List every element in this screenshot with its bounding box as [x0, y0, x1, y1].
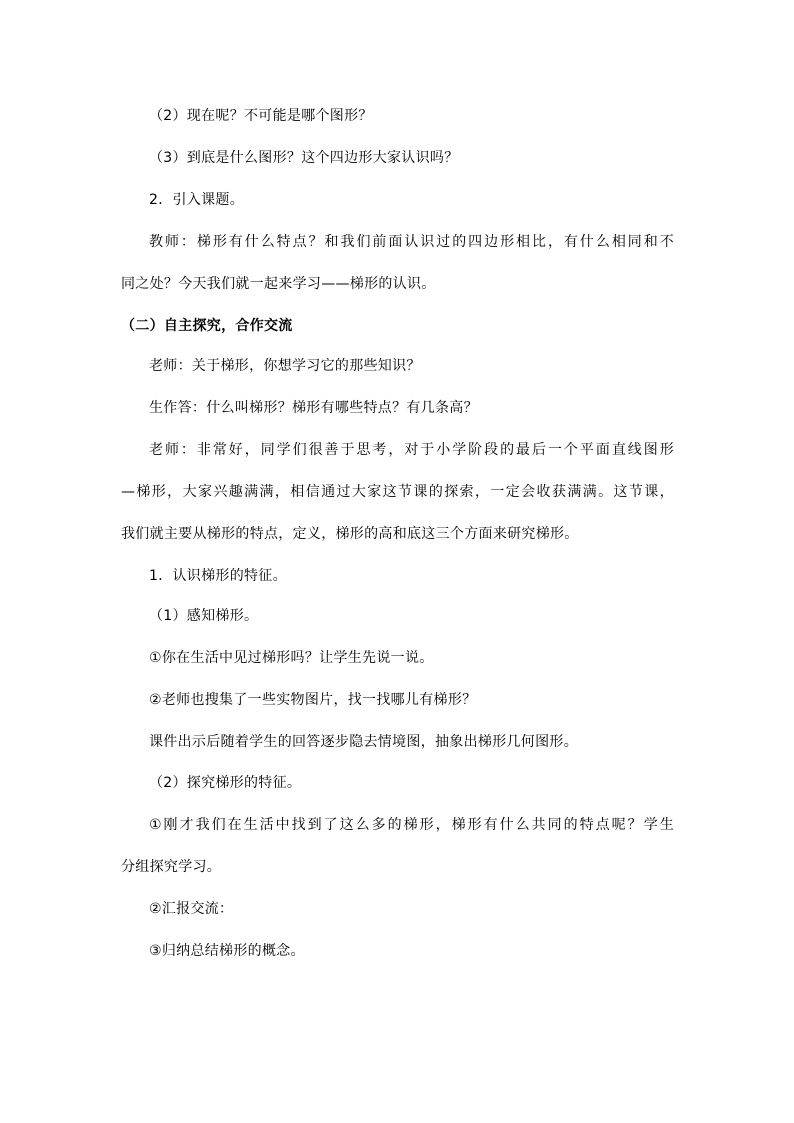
teacher-response-line-2: —梯形，大家兴趣满满，相信通过大家这节课的探索，一定会收获满满。这节课，	[121, 484, 674, 500]
courseware-line: 课件出示后随着学生的回答逐步隐去情境图，抽象出梯形几何图形。	[149, 734, 578, 750]
teacher-question-line: 老师：关于梯形，你想学习它的那些知识？	[149, 358, 421, 374]
step-2-heading: 2．引入课题。	[149, 192, 245, 208]
step-1-heading: 1．认识梯形的特征。	[149, 568, 287, 584]
teacher-intro-line-2: 同之处？今天我们就一起来学习——梯形的认识。	[121, 276, 436, 292]
sub-step-1-heading: （1）感知梯形。	[149, 608, 259, 624]
section-heading-2: （二）自主探究，合作交流	[121, 318, 293, 334]
item-2-line: ②老师也搜集了一些实物图片，找一找哪儿有梯形？	[149, 692, 477, 708]
teacher-intro-line-1: 教师：梯形有什么特点？和我们前面认识过的四边形相比，有什么相同和不	[149, 234, 674, 250]
item-2b-line: ②汇报交流：	[149, 901, 234, 917]
teacher-response-line-3: 我们就主要从梯形的特点，定义，梯形的高和底这三个方面来研究梯形。	[121, 526, 579, 542]
question-3-line: （3）到底是什么图形？这个四边形大家认识吗？	[149, 150, 459, 166]
item-1b-line-1: ①刚才我们在生活中找到了这么多的梯形，梯形有什么共同的特点呢？学生	[149, 817, 674, 833]
student-answer-line: 生作答：什么叫梯形？梯形有哪些特点？有几条高？	[149, 400, 478, 416]
sub-step-2-heading: （2）探究梯形的特征。	[149, 775, 302, 791]
question-2-line: （2）现在呢？不可能是哪个图形？	[149, 108, 373, 124]
item-1-line: ①你在生活中见过梯形吗？让学生先说一说。	[149, 650, 434, 666]
item-3b-line: ③归纳总结梯形的概念。	[149, 943, 305, 959]
teacher-response-line-1: 老师：非常好，同学们很善于思考，对于小学阶段的最后一个平面直线图形	[149, 442, 674, 458]
item-1b-line-2: 分组探究学习。	[121, 859, 222, 875]
